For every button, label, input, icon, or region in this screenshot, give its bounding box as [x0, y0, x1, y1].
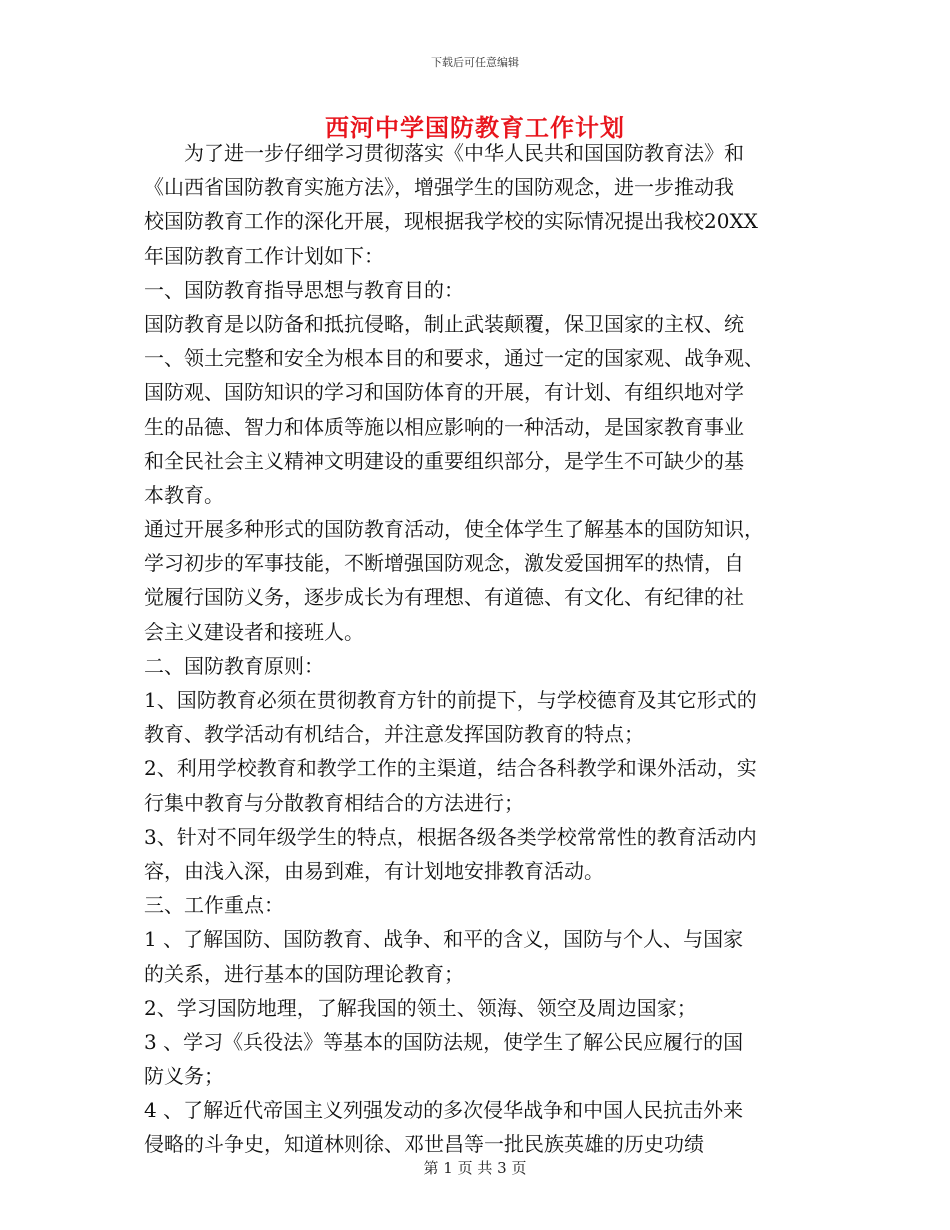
body-line: 本教育。 — [144, 482, 224, 507]
body-line: 3、针对不同年级学生的特点，根据各级各类学校常常性的教育活动内 — [144, 824, 757, 849]
body-line: 觉履行国防义务，逐步成长为有理想、有道德、有文化、有纪律的社 — [144, 585, 744, 610]
body-line: 4 、了解近代帝国主义列强发动的多次侵华战争和中国人民抗击外来 — [144, 1098, 744, 1123]
document-title: 西河中学国防教育工作计划 — [325, 113, 625, 142]
body-line: 一、领土完整和安全为根本目的和要求，通过一定的国家观、战争观、 — [144, 346, 764, 371]
body-line: 防义务； — [144, 1064, 224, 1089]
body-line: 教育、教学活动有机结合，并注意发挥国防教育的特点； — [144, 722, 644, 747]
body-line: 学习初步的军事技能，不断增强国防观念，激发爱国拥军的热情，自 — [144, 551, 744, 576]
body-line: 校国防教育工作的深化开展，现根据我学校的实际情况提出我校20XX — [144, 209, 758, 234]
document-body — [144, 136, 812, 1162]
body-line: 3 、学习《兵役法》等基本的国防法规，使学生了解公民应履行的国 — [144, 1029, 744, 1054]
body-line: 的关系，进行基本的国防理论教育； — [144, 961, 464, 986]
body-line: 和全民社会主义精神文明建设的重要组织部分，是学生不可缺少的基 — [144, 448, 744, 473]
body-line: 1、国防教育必须在贯彻教育方针的前提下，与学校德育及其它形式的 — [144, 688, 757, 712]
section-heading: 三、工作重点： — [144, 893, 284, 918]
body-line: 国防观、国防知识的学习和国防体育的开展，有计划、有组织地对学 — [144, 380, 744, 405]
body-line: 容，由浅入深，由易到难，有计划地安排教育活动。 — [144, 858, 604, 883]
body-line: 为了进一步仔细学习贯彻落实《中华人民共和国国防教育法》和 — [144, 141, 744, 165]
section-heading: 一、国防教育指导思想与教育目的： — [144, 277, 464, 302]
body-line: 1 、了解国防、国防教育、战争、和平的含义，国防与个人、与国家 — [144, 927, 744, 952]
body-line: 年国防教育工作计划如下： — [144, 243, 384, 268]
body-line: 2、利用学校教育和教学工作的主渠道，结合各科教学和课外活动，实 — [144, 756, 757, 781]
section-heading: 二、国防教育原则： — [144, 653, 324, 678]
body-line: 生的品德、智力和体质等施以相应影响的一种活动，是国家教育事业 — [144, 414, 744, 439]
body-line: 2、学习国防地理，了解我国的领土、领海、领空及周边国家； — [144, 995, 697, 1020]
body-line: 侵略的斗争史，知道林则徐、邓世昌等一批民族英雄的历史功绩 — [144, 1132, 704, 1157]
body-line: 国防教育是以防备和抵抗侵略，制止武装颠覆，保卫国家的主权、统 — [144, 311, 744, 336]
header-note: 下载后可任意编辑 — [431, 56, 519, 69]
page-number-footer: 第 1 页 共 3 页 — [423, 1159, 527, 1177]
body-line: 《山西省国防教育实施方法》，增强学生的国防观念，进一步推动我 — [144, 175, 734, 200]
body-line: 行集中教育与分散教育相结合的方法进行； — [144, 790, 524, 815]
body-line: 会主义建设者和接班人。 — [144, 619, 364, 644]
body-line: 通过开展多种形式的国防教育活动，使全体学生了解基本的国防知识， — [144, 517, 764, 542]
